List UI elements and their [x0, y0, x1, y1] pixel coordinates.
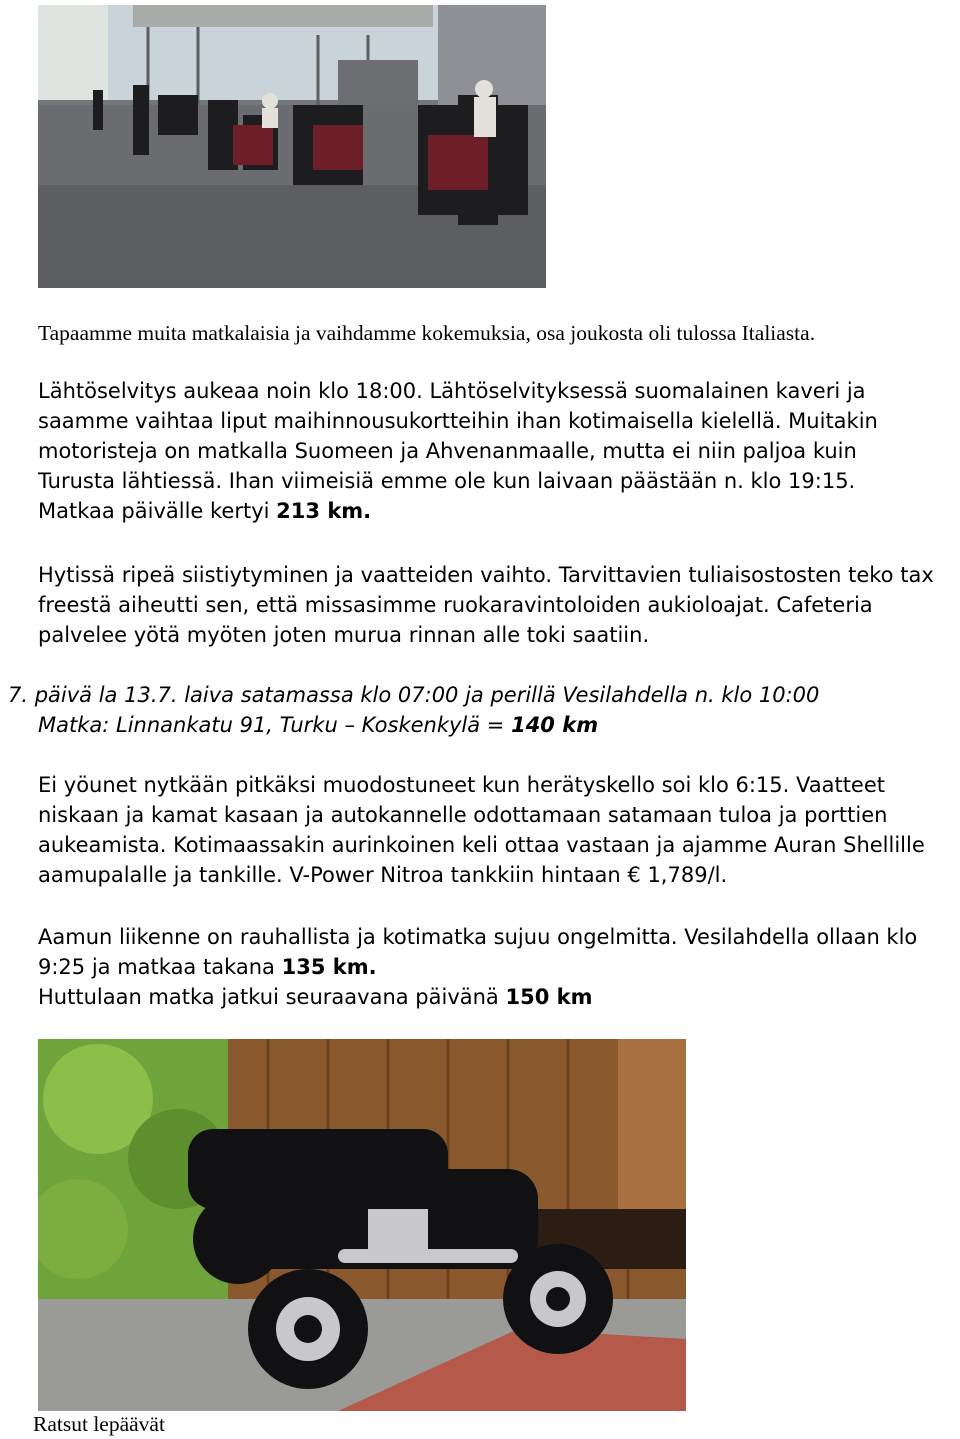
- route-distance: 140 km: [511, 713, 599, 737]
- route-line: [38, 710, 598, 740]
- motorcycles-image: [38, 1039, 686, 1411]
- paragraph-line: motoristeja on matkalla Suomeen ja Ahvenanmaalle, mutta ei niin paljoa kuin: [38, 439, 857, 463]
- paragraph-cabin: [38, 560, 934, 650]
- paragraph-morning: [38, 770, 925, 890]
- paragraph-line: [38, 496, 878, 526]
- ferry-terminal-image: [38, 5, 546, 288]
- caption-bottom-photo: Ratsut lepäävät: [33, 1412, 165, 1436]
- paragraph-next-day: [38, 982, 592, 1012]
- paragraph-line: aamupalalle ja tankille. V-Power Nitroa tankkiin hintaan € 1,789/l.: [38, 863, 728, 887]
- paragraph-line: aukeamista. Kotimaassakin aurinkoinen keli ottaa vastaan ja ajamme Auran Shellille: [38, 833, 925, 857]
- paragraph-line: Lähtöselvitys aukeaa noin klo 18:00. Lähtöselvityksessä suomalainen kaveri ja: [38, 379, 866, 403]
- paragraph-line: freestä aiheutti sen, että missasimme ruokaravintoloiden aukioloajat. Cafeteria: [38, 593, 873, 617]
- paragraph-line: Aamun liikenne on rauhallista ja kotimatka sujuu ongelmitta. Vesilahdella ollaan klo: [38, 925, 918, 949]
- distance-bold: 150 km: [505, 985, 593, 1009]
- line-text: 9:25 ja matkaa takana: [38, 955, 282, 979]
- paragraph-line: Hytissä ripeä siistiytyminen ja vaatteiden vaihto. Tarvittavien tuliaisostosten teko tax: [38, 563, 934, 587]
- distance-bold: 135 km.: [281, 955, 377, 979]
- paragraph-traffic: [38, 922, 917, 982]
- paragraph-line: palvelee yötä myöten joten murua rinnan alle toki saatiin.: [38, 623, 650, 647]
- paragraph-line: niskaan ja kamat kasaan ja autokannelle odottamaan satamaan tuloa ja porttien: [38, 803, 888, 827]
- line-text: Huttulaan matka jatkui seuraavana päivänä: [38, 985, 506, 1009]
- day-heading: 7. päivä la 13.7. laiva satamassa klo 07:00 ja perillä Vesilahdella n. klo 10:00: [8, 683, 820, 707]
- paragraph-line: [38, 952, 917, 982]
- paragraph-line: Ei yöunet nytkään pitkäksi muodostuneet kun herätyskello soi klo 6:15. Vaatteet: [38, 773, 886, 797]
- paragraph-check-in: [38, 376, 878, 526]
- distance-bold: 213 km.: [276, 499, 372, 523]
- photo-parked-motorcycles: [38, 1039, 686, 1411]
- photo-ferry-terminal: [38, 5, 546, 288]
- paragraph-line: Turusta lähtiessä. Ihan viimeisiä emme ole kun laivaan päästään n. klo 19:15.: [38, 469, 856, 493]
- paragraph-line: saamme vaihtaa liput maihinnousukortteihin ihan kotimaisella kielellä. Muitakin: [38, 409, 878, 433]
- caption-top-photo: Tapaamme muita matkalaisia ja vaihdamme kokemuksia, osa joukosta oli tulossa Italiasta.: [38, 321, 816, 345]
- line-text: Matkaa päivälle kertyi: [38, 499, 277, 523]
- route-text: Matka: Linnankatu 91, Turku – Koskenkylä =: [38, 713, 512, 737]
